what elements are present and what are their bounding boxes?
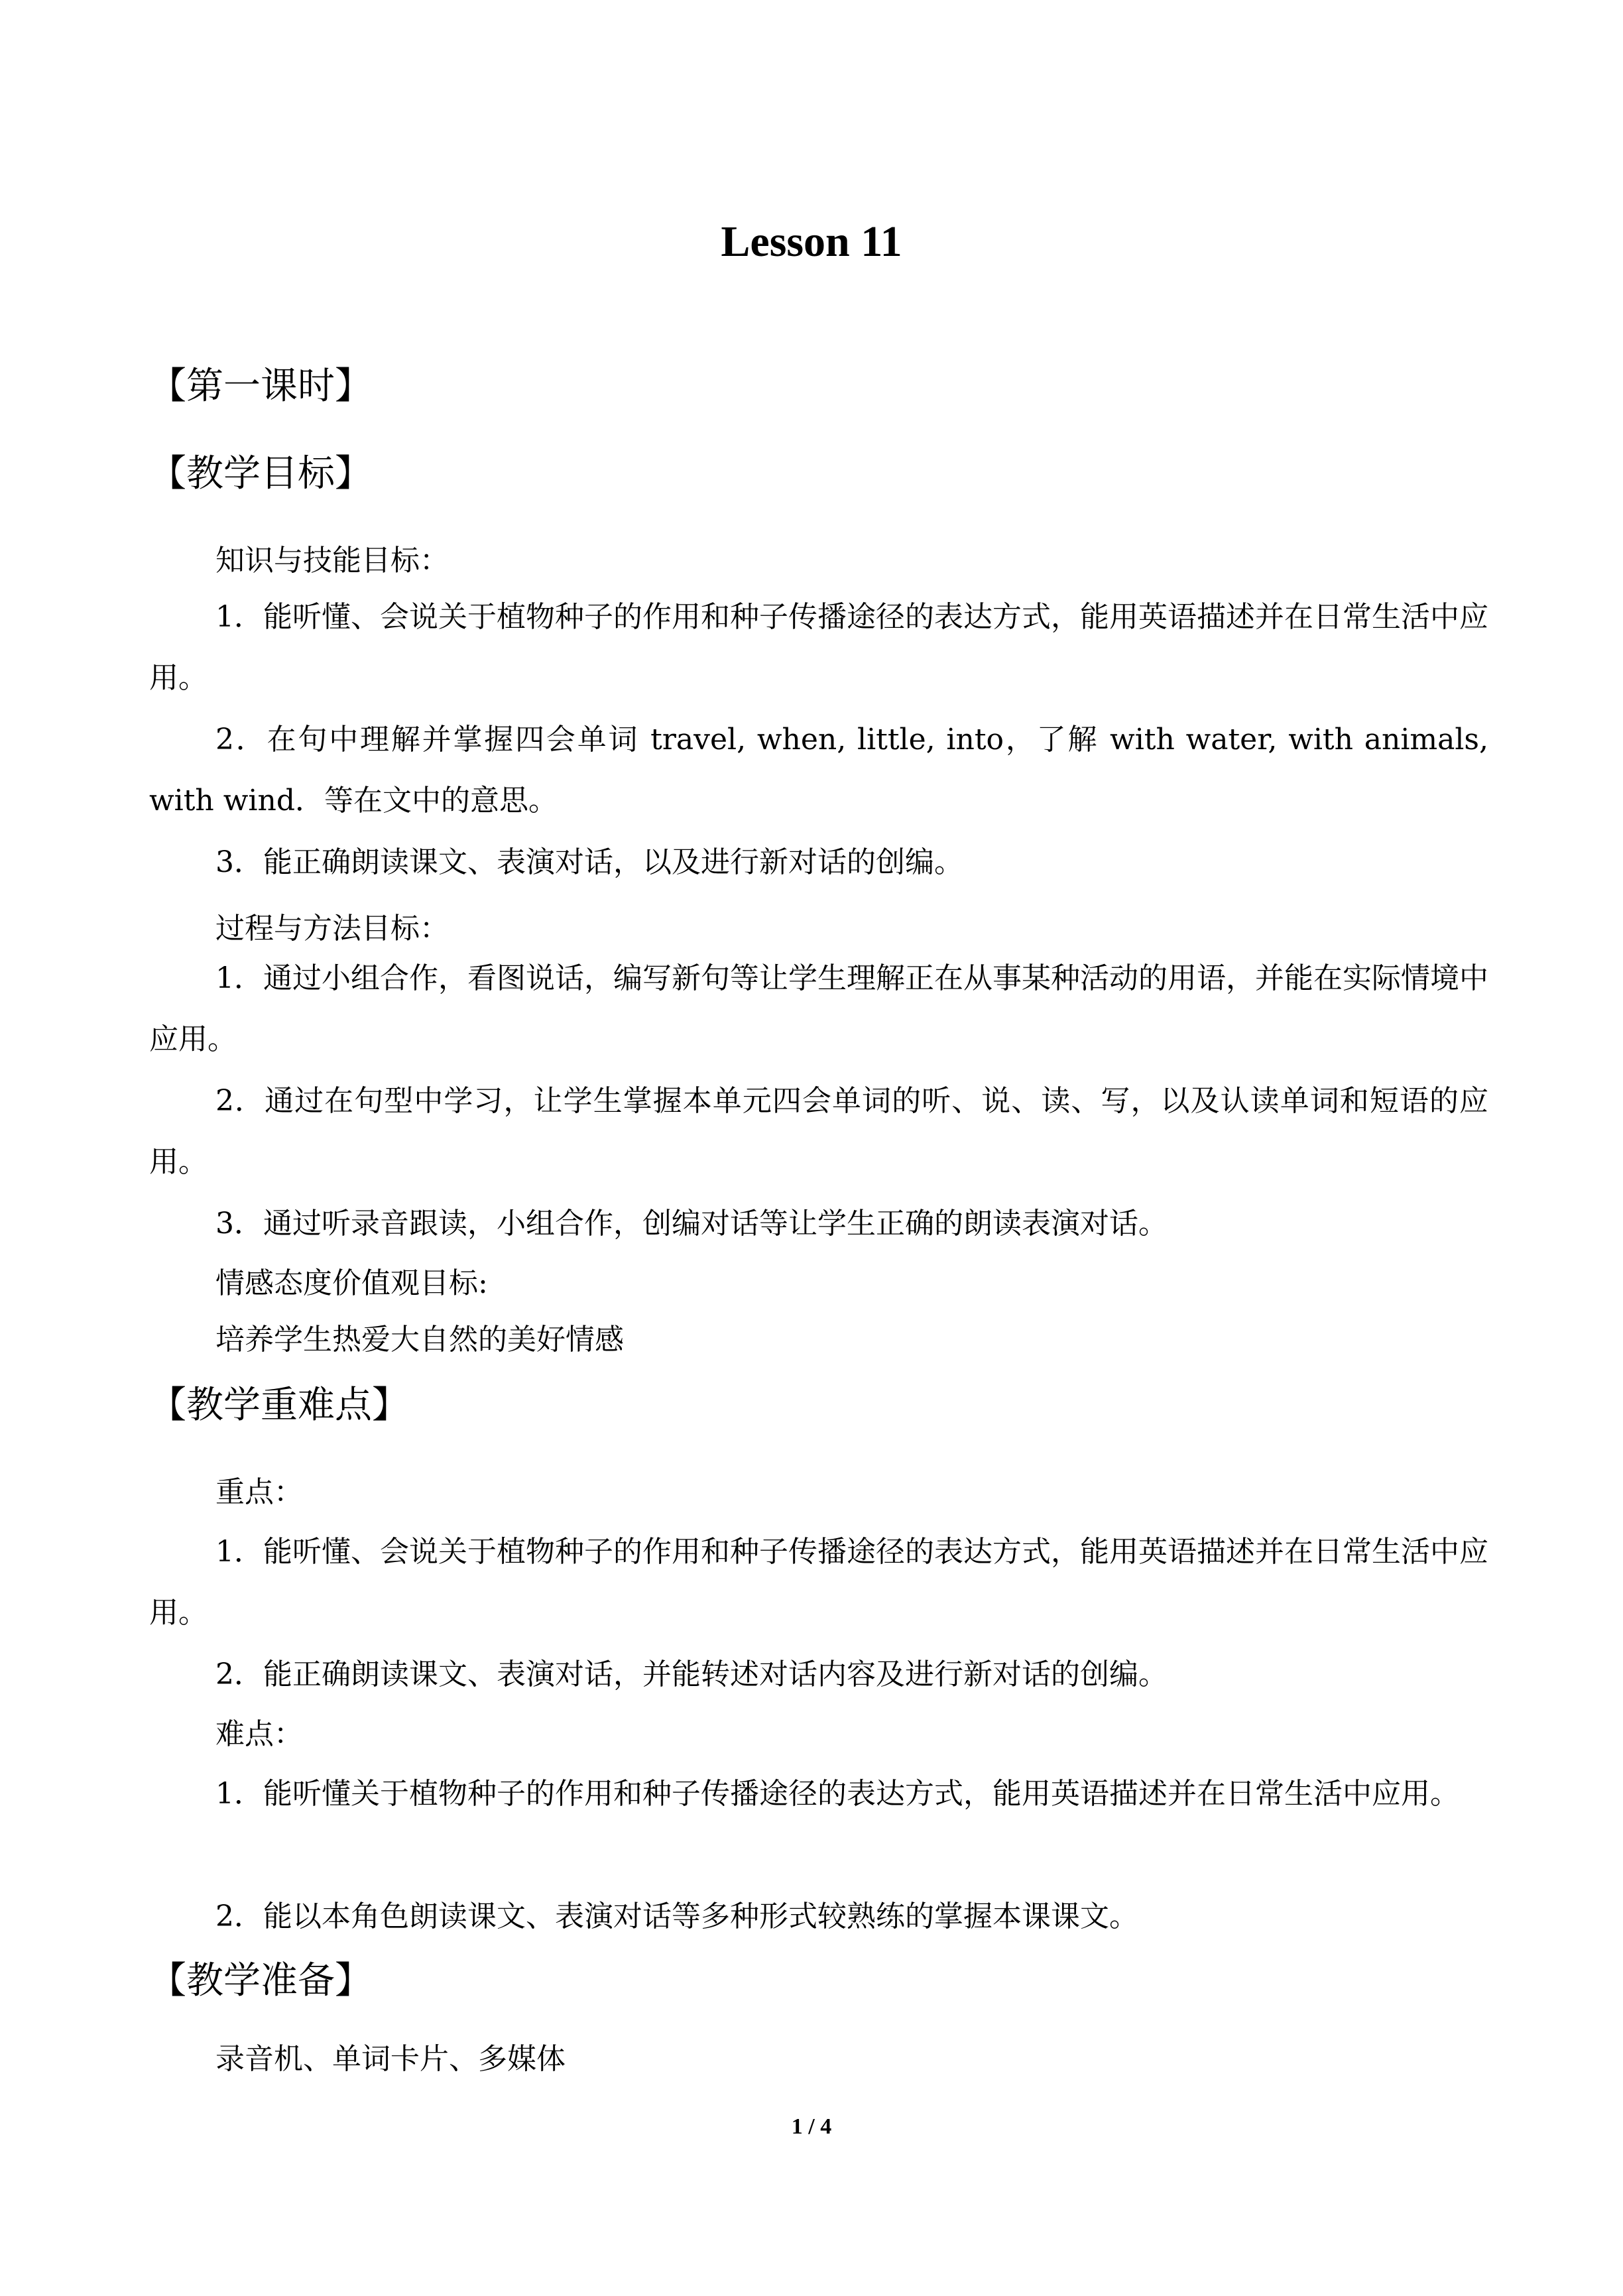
emotion-goals-label: 情感态度价值观目标: xyxy=(215,1266,488,1300)
period-heading: 【第一课时】 xyxy=(149,365,372,408)
preparation-heading: 【教学准备】 xyxy=(149,1959,372,2002)
lesson-title: Lesson 11 xyxy=(721,217,902,266)
key-points-heading: 【教学重难点】 xyxy=(149,1384,409,1427)
key-point-1: 1．能听懂、会说关于植物种子的作用和种子传播途径的表达方式，能用英语描述并在日常生活中应用。 xyxy=(149,1535,1488,1630)
difficult-point-1: 1．能听懂关于植物种子的作用和种子传播途径的表达方式，能用英语描述并在日常生活中应用。 xyxy=(215,1777,1459,1811)
knowledge-goals-label: 知识与技能目标： xyxy=(215,544,449,577)
process-goal-2: 2．通过在句型中学习，让学生掌握本单元四会单词的听、说、读、写，以及认读单词和短语的应用。 xyxy=(149,1084,1488,1179)
difficult-point-2: 2．能以本角色朗读课文、表演对话等多种形式较熟练的掌握本课课文。 xyxy=(215,1900,1138,1933)
goals-heading: 【教学目标】 xyxy=(149,452,372,495)
difficult-label: 难点： xyxy=(215,1717,303,1751)
process-goal-3: 3．通过听录音跟读，小组合作，创编对话等让学生正确的朗读表演对话。 xyxy=(215,1207,1168,1240)
key-point-2: 2．能正确朗读课文、表演对话，并能转述对话内容及进行新对话的创编。 xyxy=(215,1658,1168,1691)
process-goals-label: 过程与方法目标： xyxy=(215,912,449,945)
emotion-goal-1: 培养学生热爱大自然的美好情感 xyxy=(215,1323,624,1357)
process-goal-1: 1．通过小组合作，看图说话，编写新句等让学生理解正在从事某种活动的用语，并能在实际情境中应用。 xyxy=(149,961,1488,1056)
knowledge-goal-2: 2．在句中理解并掌握四会单词 travel, when, little, into，了解 with water, with animals, with wind．等在文中的意思。 xyxy=(149,723,1488,817)
knowledge-goal-1: 1．能听懂、会说关于植物种子的作用和种子传播途径的表达方式，能用英语描述并在日常生活中应用。 xyxy=(149,600,1488,695)
key-label: 重点： xyxy=(215,1475,303,1509)
knowledge-goal-3: 3．能正确朗读课文、表演对话，以及进行新对话的创编。 xyxy=(215,845,963,879)
page-number: 1 / 4 xyxy=(791,2114,832,2139)
preparation-items: 录音机、单词卡片、多媒体 xyxy=(215,2042,566,2076)
